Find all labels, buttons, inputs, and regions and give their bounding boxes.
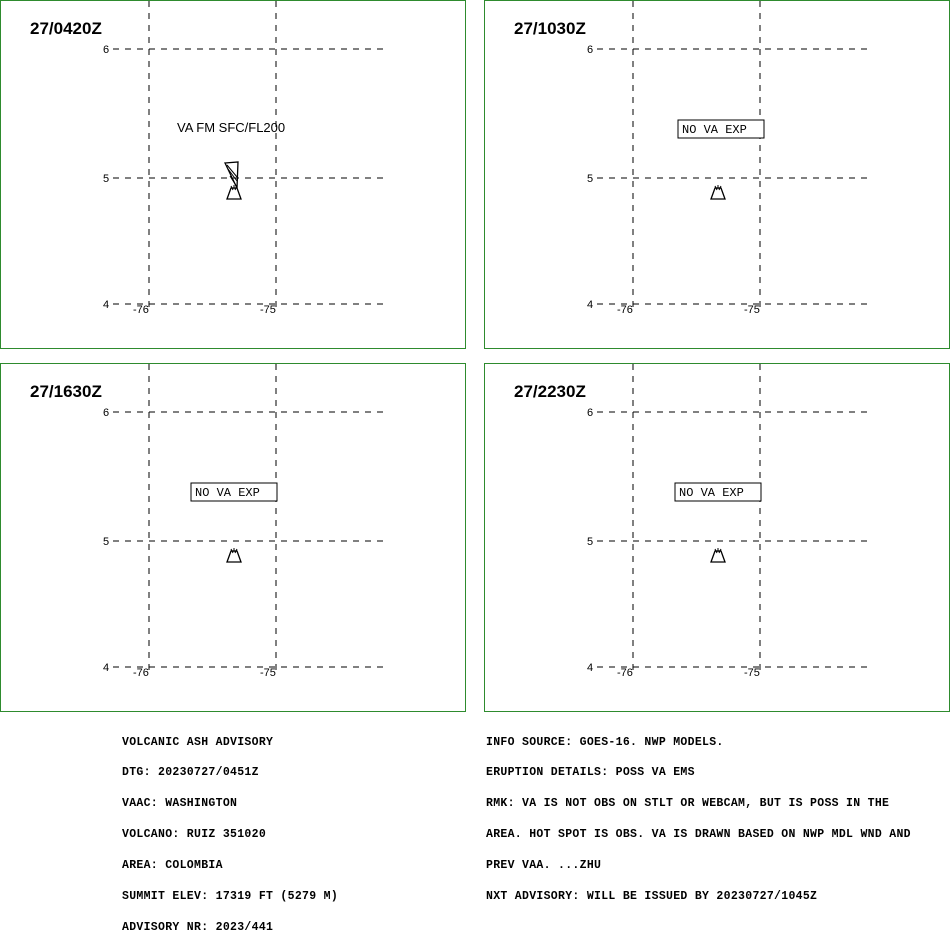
volcano-icon bbox=[711, 185, 725, 199]
forecast-panel-1 bbox=[0, 0, 466, 349]
longitude-label: -75 bbox=[744, 304, 760, 316]
svg-text:NO VA EXP: NO VA EXP bbox=[679, 486, 744, 500]
advisory-line: ERUPTION DETAILS: POSS VA EMS bbox=[486, 766, 695, 780]
advisory-details-left bbox=[122, 717, 338, 944]
advisory-line: INFO SOURCE: GOES-16. NWP MODELS. bbox=[486, 735, 724, 749]
latitude-label: 6 bbox=[587, 44, 594, 56]
latitude-label: 5 bbox=[587, 536, 594, 548]
latitude-label: 6 bbox=[103, 407, 110, 419]
longitude-label: -76 bbox=[133, 304, 149, 316]
advisory-line: DTG: 20230727/0451Z bbox=[122, 766, 259, 780]
advisory-line: RMK: VA IS NOT OBS ON STLT OR WEBCAM, BUT IS POSS IN THE bbox=[486, 797, 890, 811]
longitude-label: -76 bbox=[617, 667, 633, 679]
map-grid bbox=[1, 1, 467, 350]
svg-text:NO VA EXP: NO VA EXP bbox=[682, 123, 747, 137]
volcano-icon bbox=[227, 548, 241, 562]
no-ash-label bbox=[191, 483, 277, 501]
advisory-line: VOLCANIC ASH ADVISORY bbox=[122, 735, 274, 749]
advisory-line: AREA. HOT SPOT IS OBS. VA IS DRAWN BASED ON NWP MDL WND AND bbox=[486, 828, 911, 842]
volcano-icon bbox=[227, 185, 241, 199]
panel-time: 27/1030Z bbox=[514, 19, 586, 38]
no-ash-label bbox=[678, 120, 764, 138]
advisory-line: AREA: COLOMBIA bbox=[122, 859, 223, 873]
panel-time: 27/1630Z bbox=[30, 382, 102, 401]
advisory-line: ADVISORY NR: 2023/441 bbox=[122, 920, 274, 934]
panel-time: 27/0420Z bbox=[30, 19, 102, 38]
map-grid bbox=[485, 1, 950, 350]
volcano-icon bbox=[711, 548, 725, 562]
forecast-panel-2 bbox=[484, 0, 950, 349]
latitude-label: 5 bbox=[103, 536, 110, 548]
advisory-line: PREV VAA. ...ZHU bbox=[486, 859, 602, 873]
ash-level-label: VA FM SFC/FL200 bbox=[177, 120, 286, 135]
latitude-label: 4 bbox=[587, 662, 594, 674]
longitude-label: -76 bbox=[617, 304, 633, 316]
latitude-label: 5 bbox=[587, 173, 594, 185]
ash-cloud-area bbox=[225, 162, 238, 188]
latitude-label: 4 bbox=[587, 299, 594, 311]
latitude-label: 4 bbox=[103, 662, 110, 674]
panel-time: 27/2230Z bbox=[514, 382, 586, 401]
latitude-label: 6 bbox=[587, 407, 594, 419]
svg-text:NO VA EXP: NO VA EXP bbox=[195, 486, 260, 500]
longitude-label: -76 bbox=[133, 667, 149, 679]
advisory-line: VOLCANO: RUIZ 351020 bbox=[122, 828, 267, 842]
longitude-label: -75 bbox=[260, 304, 276, 316]
no-ash-label bbox=[675, 483, 761, 501]
longitude-label: -75 bbox=[744, 667, 760, 679]
latitude-label: 5 bbox=[103, 173, 110, 185]
latitude-label: 6 bbox=[103, 44, 110, 56]
advisory-line: NXT ADVISORY: WILL BE ISSUED BY 20230727/1045Z bbox=[486, 890, 818, 904]
advisory-line: VAAC: WASHINGTON bbox=[122, 797, 238, 811]
map-grid bbox=[485, 364, 950, 713]
longitude-label: -75 bbox=[260, 667, 276, 679]
map-grid bbox=[1, 364, 467, 713]
latitude-label: 4 bbox=[103, 299, 110, 311]
advisory-details-right bbox=[486, 717, 911, 913]
forecast-panel-3 bbox=[0, 363, 466, 712]
forecast-panel-4 bbox=[484, 363, 950, 712]
advisory-line: SUMMIT ELEV: 17319 FT (5279 M) bbox=[122, 890, 339, 904]
